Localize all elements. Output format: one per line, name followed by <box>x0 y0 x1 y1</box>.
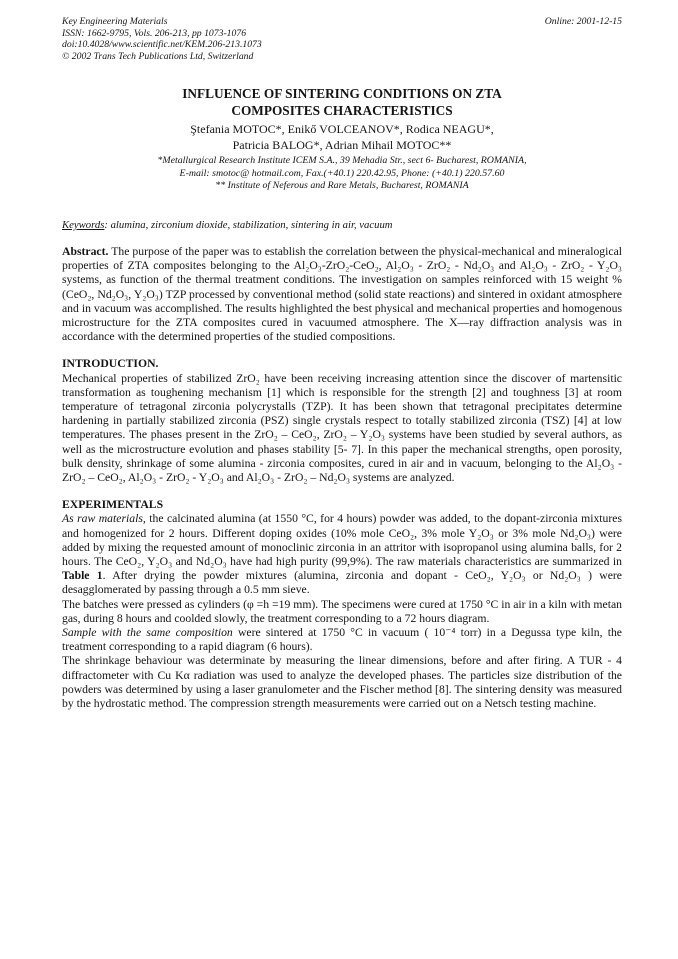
doi-line: doi:10.4028/www.scientific.net/KEM.206-213.1073 <box>62 39 262 51</box>
sample-composition-lead: Sample with the same composition <box>62 626 233 640</box>
affiliation-line-2: E-mail: smotoc@ hotmail.com, Fax.(+40.1) 220.42.95, Phone: (+40.1) 220.57.60 <box>179 167 505 179</box>
paper-title-line-1: INFLUENCE OF SINTERING CONDITIONS ON ZTA <box>182 86 502 102</box>
issn-line: ISSN: 1662-9795, Vols. 206-213, pp 1073-1076 <box>62 27 247 39</box>
experimentals-paragraph-1-text-a: the calcinated alumina (at 1550 °C, for 4 hours) powder was added, to the dopant-zirconia mixtures and homogenized for 2 hours. Different doping oxides (10% mole CeO₂, 3% mole Y₂O₃ or 3% mole Nd₂O₃) were added by mixing the requested amount of monoclinic zirconia in an attritor with isopropanol using alumina balls, for 2 hours. The CeO₂, Y₂O₃ and Nd₂O₃ have had high purity (99,9%). The raw materials characteristics are summarized in <box>62 512 623 569</box>
experimentals-paragraph-3-text: were sintered at 1750 °C in vacuum ( 10⁻⁴ torr) in a Degussa type kiln, the treatment corresponding to a rapid diagram (6 hours). <box>62 626 622 654</box>
affiliation-line-3: ** Institute of Neferous and Rare Metals, Bucharest, ROMANIA <box>215 179 469 191</box>
abstract-text: The purpose of the paper was to establish the correlation between the physical-mechanical and mineralogical properties of ZTA composites belonging to the Al₂O₃-ZrO₂-CeO₂, Al₂O₃ - ZrO₂ - Nd₂O₃ and Al₂O₃ - ZrO₂ - Y₂O₃ systems, as function of the thermal treatment conditions. The investigation on samples reinforced with 15 weight % (CeO₂, Nd₂O₃, Y₂O₃) TZP processed by conventional method (solid state reactions) and sintered in oxidant atmosphere and in vacuum was accomplished. The results highlighted the best physical and mechanical properties and homogenous microstructure for the ZTA composites cured in vacuumed atmosphere. The X—ray diffraction analysis was in accordance with the determined properties of the studied compositions. <box>62 244 622 344</box>
keywords-line <box>62 219 622 232</box>
experimentals-paragraph-1-text-b: . After drying the powder mixtures (alumina, zirconia and dopant - CeO₂, Y₂O₃ or Nd₂O₃ ) were desagglomerated by passing through a 0.5 mm sieve. <box>62 569 622 597</box>
authors-block <box>62 122 622 153</box>
table-1-reference: Table 1 <box>62 569 103 583</box>
journal-name: Key Engineering Materials <box>62 16 168 27</box>
experimentals-heading: EXPERIMENTALS <box>62 498 164 512</box>
authors-line-1: Ştefania MOTOC*, Enikő VOLCEANOV*, Rodica NEAGU*, <box>190 122 494 137</box>
online-date: Online: 2001-12-15 <box>544 16 622 27</box>
affiliations-block <box>62 155 622 192</box>
experimentals-paragraph-3 <box>62 626 622 654</box>
experimentals-paragraph-1 <box>62 512 622 597</box>
keywords-text: : alumina, zirconium dioxide, stabilization, sintering in air, vacuum <box>104 218 393 231</box>
paper-title <box>102 85 582 119</box>
introduction-paragraph: Mechanical properties of stabilized ZrO₂ have been receiving increasing attention since the discover of martensitic transformation as toughening mechanism [1] which is responsible for the strength [2] and toughness [3] at room temperature of tetragonal zirconia polycrystalls (TZP). It has been shown that tetragonal precipitates determine hardening in partially stabilized zirconia (PSZ) single crystals respect to totally stabilized zirconia (TSZ) [4] at low temperatures. The phases present in the ZrO₂ – CeO₂, ZrO₂ – Y₂O₃ systems have been studied by several authors, as well as the microstructure evolution and phases stability [5- 7]. In this paper the mechanical strengths, open porosity, bulk density, shrinkage of some alumina - zirconia composites, cured in air and in vacuum, belonging to the Al₂O₃ - ZrO₂ – CeO₂, Al₂O₃ - ZrO₂ - Y₂O₃ and Al₂O₃ - ZrO₂ – Nd₂O₃ systems are analyzed. <box>62 371 622 485</box>
journal-header-left <box>62 16 262 62</box>
introduction-heading: INTRODUCTION. <box>62 357 159 371</box>
raw-materials-lead: As raw materials, <box>62 512 146 526</box>
experimentals-paragraph-4: The shrinkage behaviour was determinate by measuring the linear dimensions, before and after firing. A TUR - 4 diffractometer with Cu Kα radiation was used to analyze the developed phases. The particles size distribution of the powders was determined by using a laser granulometer and the Fischer method [8]. The sintering density was measured by the hydrostatic method. The compression strength measurements were carried out on a Netsch testing machine. <box>62 654 622 711</box>
abstract-paragraph <box>62 245 622 344</box>
affiliation-line-1: *Metallurgical Research Institute ICEM S.A., 39 Mehadia Str., sect 6- Bucharest, ROMANIA, <box>157 155 527 167</box>
paper-title-line-2: COMPOSITES CHARACTERISTICS <box>231 103 453 119</box>
copyright-line: © 2002 Trans Tech Publications Ltd, Switzerland <box>62 50 254 62</box>
journal-header <box>62 16 622 62</box>
keywords-label: Keywords <box>62 218 105 231</box>
authors-line-2: Patricia BALOG*, Adrian Mihail MOTOC** <box>232 137 452 152</box>
abstract-label: Abstract. <box>62 244 109 258</box>
experimentals-paragraph-2: The batches were pressed as cylinders (φ =h =19 mm). The specimens were cured at 1750 °C in air in a kiln with metan gas, during 8 hours and coolded slowly, the treatment corresponding to a 72 hours diagram. <box>62 597 622 625</box>
